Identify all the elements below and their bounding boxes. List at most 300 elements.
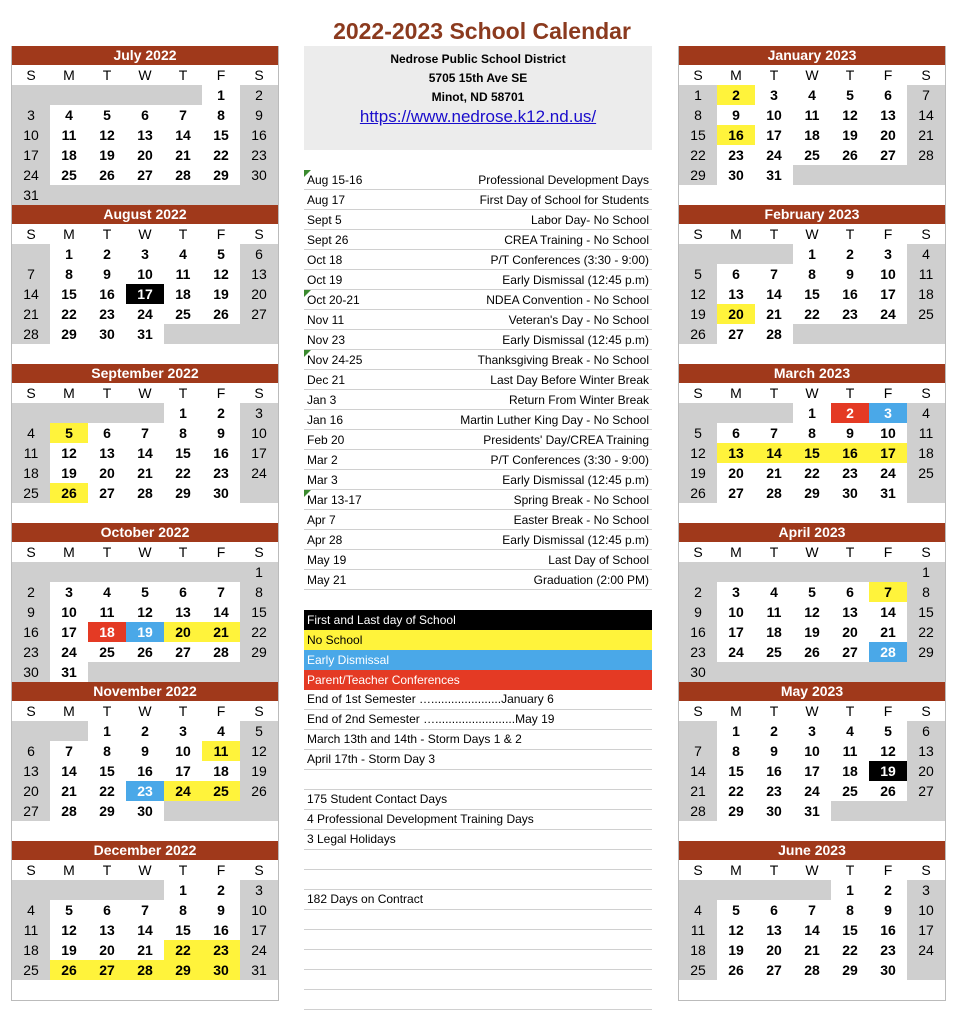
- day-cell[interactable]: 7: [755, 423, 793, 443]
- day-cell[interactable]: 6: [88, 900, 126, 920]
- day-cell[interactable]: 6: [88, 423, 126, 443]
- day-cell[interactable]: 14: [50, 761, 88, 781]
- day-cell[interactable]: 31: [755, 165, 793, 185]
- day-cell[interactable]: 7: [164, 105, 202, 125]
- day-cell[interactable]: 28: [907, 145, 945, 165]
- day-cell[interactable]: 16: [240, 125, 278, 145]
- day-cell[interactable]: 14: [202, 602, 240, 622]
- day-cell[interactable]: 18: [793, 125, 831, 145]
- day-cell[interactable]: 2: [202, 880, 240, 900]
- day-cell[interactable]: 25: [88, 642, 126, 662]
- day-cell[interactable]: 25: [679, 960, 717, 980]
- day-cell[interactable]: 30: [755, 801, 793, 821]
- day-cell[interactable]: 6: [755, 900, 793, 920]
- day-cell[interactable]: 4: [12, 900, 50, 920]
- day-cell[interactable]: 12: [88, 125, 126, 145]
- day-cell[interactable]: 23: [717, 145, 755, 165]
- day-cell[interactable]: 7: [755, 264, 793, 284]
- day-cell[interactable]: 22: [240, 622, 278, 642]
- day-cell[interactable]: 7: [679, 741, 717, 761]
- day-cell[interactable]: 20: [755, 940, 793, 960]
- day-cell[interactable]: 16: [126, 761, 164, 781]
- day-cell[interactable]: 5: [869, 721, 907, 741]
- day-cell[interactable]: 23: [126, 781, 164, 801]
- day-cell[interactable]: 13: [907, 741, 945, 761]
- day-cell[interactable]: 5: [88, 105, 126, 125]
- day-cell[interactable]: 27: [88, 483, 126, 503]
- day-cell[interactable]: 3: [869, 244, 907, 264]
- day-cell[interactable]: 12: [793, 602, 831, 622]
- day-cell[interactable]: 23: [202, 463, 240, 483]
- day-cell[interactable]: 15: [907, 602, 945, 622]
- day-cell[interactable]: 31: [869, 483, 907, 503]
- day-cell[interactable]: 7: [793, 900, 831, 920]
- day-cell[interactable]: 10: [869, 264, 907, 284]
- day-cell[interactable]: 15: [88, 761, 126, 781]
- day-cell[interactable]: 9: [869, 900, 907, 920]
- day-cell[interactable]: 26: [88, 165, 126, 185]
- day-cell[interactable]: 13: [88, 920, 126, 940]
- day-cell[interactable]: 14: [869, 602, 907, 622]
- day-cell[interactable]: 12: [202, 264, 240, 284]
- day-cell[interactable]: 8: [907, 582, 945, 602]
- day-cell[interactable]: 14: [12, 284, 50, 304]
- day-cell[interactable]: 26: [126, 642, 164, 662]
- day-cell[interactable]: 31: [12, 185, 50, 205]
- day-cell[interactable]: 16: [755, 761, 793, 781]
- day-cell[interactable]: 11: [164, 264, 202, 284]
- day-cell[interactable]: 26: [869, 781, 907, 801]
- day-cell[interactable]: 27: [12, 801, 50, 821]
- day-cell[interactable]: 16: [202, 443, 240, 463]
- day-cell[interactable]: 10: [126, 264, 164, 284]
- day-cell[interactable]: 5: [793, 582, 831, 602]
- day-cell[interactable]: 4: [831, 721, 869, 741]
- day-cell[interactable]: 9: [831, 423, 869, 443]
- day-cell[interactable]: 4: [202, 721, 240, 741]
- day-cell[interactable]: 14: [164, 125, 202, 145]
- day-cell[interactable]: 12: [869, 741, 907, 761]
- day-cell[interactable]: 20: [88, 940, 126, 960]
- day-cell[interactable]: 13: [240, 264, 278, 284]
- day-cell[interactable]: 13: [869, 105, 907, 125]
- day-cell[interactable]: 25: [164, 304, 202, 324]
- day-cell[interactable]: 19: [240, 761, 278, 781]
- day-cell[interactable]: 20: [240, 284, 278, 304]
- day-cell[interactable]: 26: [679, 324, 717, 344]
- day-cell[interactable]: 10: [164, 741, 202, 761]
- day-cell[interactable]: 3: [126, 244, 164, 264]
- day-cell[interactable]: 12: [717, 920, 755, 940]
- day-cell[interactable]: 10: [717, 602, 755, 622]
- day-cell[interactable]: 25: [12, 960, 50, 980]
- day-cell[interactable]: 25: [50, 165, 88, 185]
- day-cell[interactable]: 25: [12, 483, 50, 503]
- day-cell[interactable]: 15: [717, 761, 755, 781]
- day-cell[interactable]: 5: [679, 423, 717, 443]
- day-cell[interactable]: 24: [12, 165, 50, 185]
- day-cell[interactable]: 23: [240, 145, 278, 165]
- day-cell[interactable]: 5: [831, 85, 869, 105]
- day-cell[interactable]: 4: [793, 85, 831, 105]
- day-cell[interactable]: 15: [679, 125, 717, 145]
- day-cell[interactable]: 29: [164, 483, 202, 503]
- day-cell[interactable]: 22: [164, 940, 202, 960]
- day-cell[interactable]: 19: [202, 284, 240, 304]
- day-cell[interactable]: 17: [907, 920, 945, 940]
- day-cell[interactable]: 1: [164, 880, 202, 900]
- day-cell[interactable]: 1: [164, 403, 202, 423]
- day-cell[interactable]: 10: [240, 423, 278, 443]
- day-cell[interactable]: 26: [793, 642, 831, 662]
- day-cell[interactable]: 16: [88, 284, 126, 304]
- day-cell[interactable]: 2: [240, 85, 278, 105]
- day-cell[interactable]: 23: [755, 781, 793, 801]
- day-cell[interactable]: 4: [50, 105, 88, 125]
- day-cell[interactable]: 25: [907, 304, 945, 324]
- day-cell[interactable]: 26: [831, 145, 869, 165]
- day-cell[interactable]: 16: [717, 125, 755, 145]
- day-cell[interactable]: 30: [869, 960, 907, 980]
- day-cell[interactable]: 25: [907, 463, 945, 483]
- day-cell[interactable]: 11: [907, 264, 945, 284]
- day-cell[interactable]: 21: [907, 125, 945, 145]
- day-cell[interactable]: 21: [126, 940, 164, 960]
- day-cell[interactable]: 18: [50, 145, 88, 165]
- day-cell[interactable]: 7: [126, 423, 164, 443]
- day-cell[interactable]: 7: [50, 741, 88, 761]
- day-cell[interactable]: 17: [164, 761, 202, 781]
- day-cell[interactable]: 26: [50, 483, 88, 503]
- day-cell[interactable]: 1: [907, 562, 945, 582]
- day-cell[interactable]: 9: [88, 264, 126, 284]
- day-cell[interactable]: 31: [50, 662, 88, 682]
- day-cell[interactable]: 22: [793, 463, 831, 483]
- day-cell[interactable]: 15: [793, 443, 831, 463]
- day-cell[interactable]: 6: [240, 244, 278, 264]
- day-cell[interactable]: 30: [12, 662, 50, 682]
- day-cell[interactable]: 8: [240, 582, 278, 602]
- day-cell[interactable]: 9: [202, 423, 240, 443]
- district-link[interactable]: https://www.nedrose.k12.nd.us/: [359, 107, 597, 126]
- day-cell[interactable]: 1: [50, 244, 88, 264]
- day-cell[interactable]: 24: [50, 642, 88, 662]
- day-cell[interactable]: 2: [12, 582, 50, 602]
- day-cell[interactable]: 20: [12, 781, 50, 801]
- day-cell[interactable]: 7: [202, 582, 240, 602]
- day-cell[interactable]: 24: [126, 304, 164, 324]
- day-cell[interactable]: 24: [717, 642, 755, 662]
- day-cell[interactable]: 5: [679, 264, 717, 284]
- day-cell[interactable]: 3: [793, 721, 831, 741]
- day-cell[interactable]: 14: [907, 105, 945, 125]
- day-cell[interactable]: 9: [717, 105, 755, 125]
- day-cell[interactable]: 20: [869, 125, 907, 145]
- day-cell[interactable]: 17: [755, 125, 793, 145]
- day-cell[interactable]: 30: [202, 483, 240, 503]
- day-cell[interactable]: 18: [907, 284, 945, 304]
- day-cell[interactable]: 14: [755, 443, 793, 463]
- day-cell[interactable]: 20: [907, 761, 945, 781]
- day-cell[interactable]: 28: [869, 642, 907, 662]
- day-cell[interactable]: 11: [12, 920, 50, 940]
- day-cell[interactable]: 16: [831, 443, 869, 463]
- day-cell[interactable]: 2: [869, 880, 907, 900]
- day-cell[interactable]: 30: [126, 801, 164, 821]
- day-cell[interactable]: 30: [831, 483, 869, 503]
- day-cell[interactable]: 24: [164, 781, 202, 801]
- day-cell[interactable]: 14: [679, 761, 717, 781]
- day-cell[interactable]: 29: [50, 324, 88, 344]
- day-cell[interactable]: 3: [755, 85, 793, 105]
- day-cell[interactable]: 4: [12, 423, 50, 443]
- day-cell[interactable]: 1: [88, 721, 126, 741]
- day-cell[interactable]: 26: [202, 304, 240, 324]
- day-cell[interactable]: 1: [831, 880, 869, 900]
- day-cell[interactable]: 9: [240, 105, 278, 125]
- day-cell[interactable]: 19: [126, 622, 164, 642]
- day-cell[interactable]: 12: [679, 443, 717, 463]
- day-cell[interactable]: 10: [907, 900, 945, 920]
- day-cell[interactable]: 27: [126, 165, 164, 185]
- day-cell[interactable]: 5: [50, 423, 88, 443]
- day-cell[interactable]: 28: [679, 801, 717, 821]
- day-cell[interactable]: 7: [126, 900, 164, 920]
- day-cell[interactable]: 16: [869, 920, 907, 940]
- day-cell[interactable]: 22: [679, 145, 717, 165]
- day-cell[interactable]: 23: [202, 940, 240, 960]
- day-cell[interactable]: 11: [12, 443, 50, 463]
- day-cell[interactable]: 30: [240, 165, 278, 185]
- day-cell[interactable]: 29: [679, 165, 717, 185]
- day-cell[interactable]: 29: [793, 483, 831, 503]
- day-cell[interactable]: 29: [164, 960, 202, 980]
- day-cell[interactable]: 4: [907, 403, 945, 423]
- day-cell[interactable]: 9: [126, 741, 164, 761]
- day-cell[interactable]: 1: [793, 244, 831, 264]
- day-cell[interactable]: 15: [164, 920, 202, 940]
- day-cell[interactable]: 14: [126, 443, 164, 463]
- day-cell[interactable]: 3: [717, 582, 755, 602]
- day-cell[interactable]: 22: [793, 304, 831, 324]
- day-cell[interactable]: 6: [831, 582, 869, 602]
- day-cell[interactable]: 9: [202, 900, 240, 920]
- day-cell[interactable]: 24: [869, 463, 907, 483]
- day-cell[interactable]: 28: [202, 642, 240, 662]
- day-cell[interactable]: 5: [202, 244, 240, 264]
- day-cell[interactable]: 25: [755, 642, 793, 662]
- day-cell[interactable]: 4: [907, 244, 945, 264]
- day-cell[interactable]: 27: [907, 781, 945, 801]
- day-cell[interactable]: 11: [907, 423, 945, 443]
- day-cell[interactable]: 17: [240, 443, 278, 463]
- day-cell[interactable]: 4: [755, 582, 793, 602]
- day-cell[interactable]: 8: [717, 741, 755, 761]
- day-cell[interactable]: 3: [869, 403, 907, 423]
- day-cell[interactable]: 8: [831, 900, 869, 920]
- day-cell[interactable]: 28: [50, 801, 88, 821]
- day-cell[interactable]: 13: [717, 443, 755, 463]
- day-cell[interactable]: 17: [717, 622, 755, 642]
- day-cell[interactable]: 19: [717, 940, 755, 960]
- day-cell[interactable]: 15: [50, 284, 88, 304]
- day-cell[interactable]: 12: [50, 443, 88, 463]
- day-cell[interactable]: 25: [202, 781, 240, 801]
- day-cell[interactable]: 14: [793, 920, 831, 940]
- day-cell[interactable]: 18: [88, 622, 126, 642]
- day-cell[interactable]: 5: [717, 900, 755, 920]
- day-cell[interactable]: 14: [755, 284, 793, 304]
- day-cell[interactable]: 10: [240, 900, 278, 920]
- day-cell[interactable]: 21: [202, 622, 240, 642]
- day-cell[interactable]: 21: [755, 304, 793, 324]
- day-cell[interactable]: 20: [717, 463, 755, 483]
- day-cell[interactable]: 6: [12, 741, 50, 761]
- day-cell[interactable]: 11: [755, 602, 793, 622]
- day-cell[interactable]: 21: [869, 622, 907, 642]
- day-cell[interactable]: 27: [164, 642, 202, 662]
- day-cell[interactable]: 10: [869, 423, 907, 443]
- day-cell[interactable]: 15: [202, 125, 240, 145]
- day-cell[interactable]: 5: [126, 582, 164, 602]
- day-cell[interactable]: 20: [164, 622, 202, 642]
- day-cell[interactable]: 7: [869, 582, 907, 602]
- day-cell[interactable]: 8: [164, 900, 202, 920]
- day-cell[interactable]: 9: [831, 264, 869, 284]
- day-cell[interactable]: 2: [202, 403, 240, 423]
- day-cell[interactable]: 8: [679, 105, 717, 125]
- day-cell[interactable]: 2: [679, 582, 717, 602]
- day-cell[interactable]: 19: [679, 463, 717, 483]
- day-cell[interactable]: 12: [50, 920, 88, 940]
- day-cell[interactable]: 21: [679, 781, 717, 801]
- day-cell[interactable]: 15: [240, 602, 278, 622]
- day-cell[interactable]: 17: [12, 145, 50, 165]
- day-cell[interactable]: 28: [755, 324, 793, 344]
- day-cell[interactable]: 25: [793, 145, 831, 165]
- day-cell[interactable]: 28: [12, 324, 50, 344]
- day-cell[interactable]: 26: [717, 960, 755, 980]
- day-cell[interactable]: 9: [755, 741, 793, 761]
- day-cell[interactable]: 23: [869, 940, 907, 960]
- day-cell[interactable]: 10: [755, 105, 793, 125]
- day-cell[interactable]: 11: [831, 741, 869, 761]
- day-cell[interactable]: 18: [831, 761, 869, 781]
- day-cell[interactable]: 30: [679, 662, 717, 682]
- day-cell[interactable]: 19: [869, 761, 907, 781]
- day-cell[interactable]: 2: [717, 85, 755, 105]
- day-cell[interactable]: 8: [202, 105, 240, 125]
- day-cell[interactable]: 1: [717, 721, 755, 741]
- day-cell[interactable]: 21: [50, 781, 88, 801]
- day-cell[interactable]: 2: [831, 403, 869, 423]
- day-cell[interactable]: 23: [88, 304, 126, 324]
- day-cell[interactable]: 6: [164, 582, 202, 602]
- day-cell[interactable]: 22: [717, 781, 755, 801]
- day-cell[interactable]: 25: [831, 781, 869, 801]
- day-cell[interactable]: 28: [126, 483, 164, 503]
- day-cell[interactable]: 1: [240, 562, 278, 582]
- day-cell[interactable]: 19: [793, 622, 831, 642]
- day-cell[interactable]: 16: [12, 622, 50, 642]
- day-cell[interactable]: 11: [202, 741, 240, 761]
- day-cell[interactable]: 24: [240, 940, 278, 960]
- day-cell[interactable]: 17: [869, 443, 907, 463]
- day-cell[interactable]: 13: [755, 920, 793, 940]
- day-cell[interactable]: 6: [717, 423, 755, 443]
- day-cell[interactable]: 28: [164, 165, 202, 185]
- day-cell[interactable]: 15: [793, 284, 831, 304]
- day-cell[interactable]: 1: [793, 403, 831, 423]
- day-cell[interactable]: 11: [793, 105, 831, 125]
- day-cell[interactable]: 7: [12, 264, 50, 284]
- day-cell[interactable]: 14: [126, 920, 164, 940]
- day-cell[interactable]: 12: [679, 284, 717, 304]
- day-cell[interactable]: 23: [831, 304, 869, 324]
- day-cell[interactable]: 19: [679, 304, 717, 324]
- day-cell[interactable]: 26: [240, 781, 278, 801]
- day-cell[interactable]: 22: [831, 940, 869, 960]
- day-cell[interactable]: 16: [202, 920, 240, 940]
- day-cell[interactable]: 8: [88, 741, 126, 761]
- day-cell[interactable]: 19: [50, 940, 88, 960]
- day-cell[interactable]: 17: [50, 622, 88, 642]
- day-cell[interactable]: 2: [831, 244, 869, 264]
- day-cell[interactable]: 13: [12, 761, 50, 781]
- day-cell[interactable]: 23: [679, 642, 717, 662]
- day-cell[interactable]: 27: [755, 960, 793, 980]
- day-cell[interactable]: 16: [679, 622, 717, 642]
- day-cell[interactable]: 15: [164, 443, 202, 463]
- day-cell[interactable]: 26: [679, 483, 717, 503]
- day-cell[interactable]: 24: [869, 304, 907, 324]
- day-cell[interactable]: 7: [907, 85, 945, 105]
- day-cell[interactable]: 30: [88, 324, 126, 344]
- day-cell[interactable]: 22: [164, 463, 202, 483]
- day-cell[interactable]: 20: [831, 622, 869, 642]
- day-cell[interactable]: 10: [793, 741, 831, 761]
- day-cell[interactable]: 17: [793, 761, 831, 781]
- day-cell[interactable]: 13: [88, 443, 126, 463]
- day-cell[interactable]: 2: [88, 244, 126, 264]
- day-cell[interactable]: 19: [50, 463, 88, 483]
- day-cell[interactable]: 22: [50, 304, 88, 324]
- day-cell[interactable]: 21: [126, 463, 164, 483]
- day-cell[interactable]: 3: [164, 721, 202, 741]
- day-cell[interactable]: 17: [240, 920, 278, 940]
- day-cell[interactable]: 8: [793, 264, 831, 284]
- day-cell[interactable]: 4: [164, 244, 202, 264]
- day-cell[interactable]: 27: [240, 304, 278, 324]
- day-cell[interactable]: 30: [717, 165, 755, 185]
- day-cell[interactable]: 27: [869, 145, 907, 165]
- day-cell[interactable]: 24: [907, 940, 945, 960]
- day-cell[interactable]: 19: [831, 125, 869, 145]
- day-cell[interactable]: 13: [831, 602, 869, 622]
- day-cell[interactable]: 3: [907, 880, 945, 900]
- day-cell[interactable]: 1: [202, 85, 240, 105]
- day-cell[interactable]: 28: [755, 483, 793, 503]
- day-cell[interactable]: 21: [164, 145, 202, 165]
- day-cell[interactable]: 21: [793, 940, 831, 960]
- day-cell[interactable]: 20: [126, 145, 164, 165]
- day-cell[interactable]: 6: [869, 85, 907, 105]
- day-cell[interactable]: 29: [88, 801, 126, 821]
- day-cell[interactable]: 19: [88, 145, 126, 165]
- day-cell[interactable]: 18: [202, 761, 240, 781]
- day-cell[interactable]: 10: [12, 125, 50, 145]
- day-cell[interactable]: 29: [831, 960, 869, 980]
